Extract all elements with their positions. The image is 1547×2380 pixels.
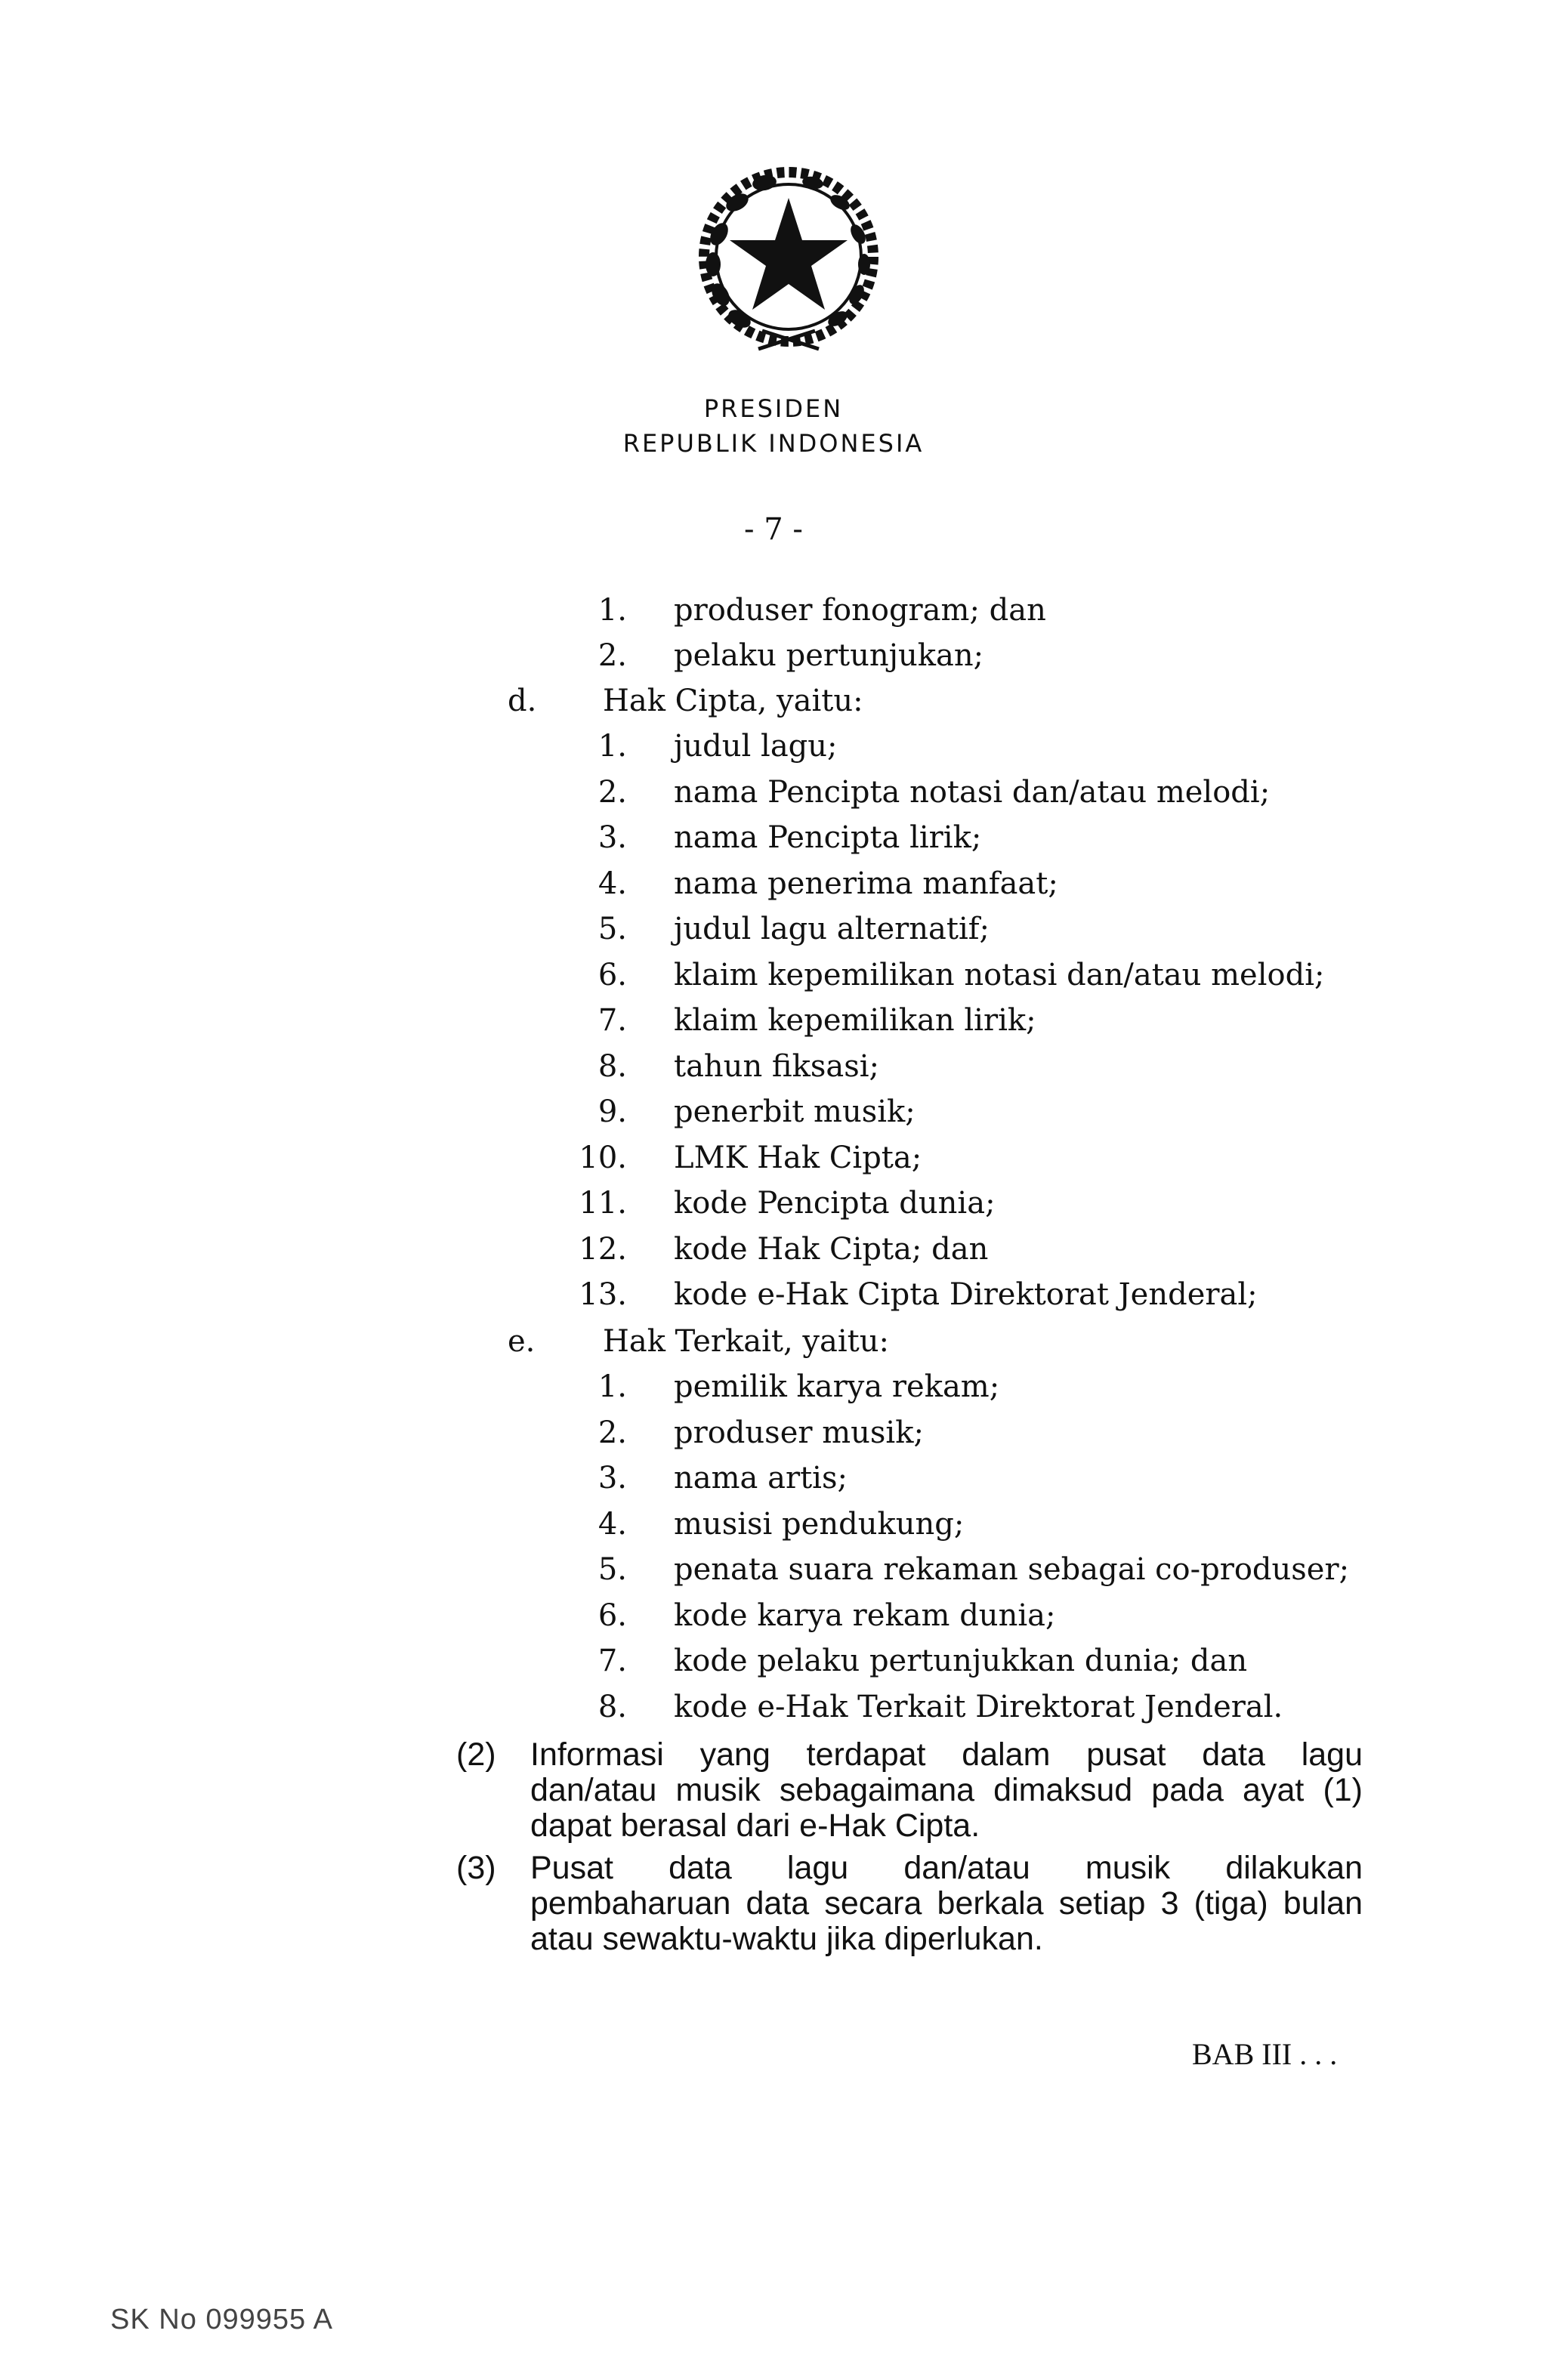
list-text: judul lagu; bbox=[674, 729, 838, 764]
list-number: 4. bbox=[597, 866, 627, 901]
paragraph-line: atau sewaktu-waktu jika diperlukan. bbox=[530, 1921, 1043, 1957]
list-number: 9. bbox=[597, 1094, 627, 1129]
list-text: kode e-Hak Terkait Direktorat Jenderal. bbox=[674, 1689, 1283, 1724]
list-number: 1. bbox=[597, 593, 627, 628]
list-number: 3. bbox=[597, 820, 627, 855]
presidential-emblem bbox=[683, 151, 894, 378]
list-text: klaim kepemilikan notasi dan/atau melodi; bbox=[674, 957, 1325, 992]
page-number: - 7 - bbox=[744, 512, 803, 547]
list-number: 2. bbox=[597, 638, 627, 673]
list-text: LMK Hak Cipta; bbox=[674, 1140, 922, 1175]
list-number: 13. bbox=[579, 1277, 627, 1312]
paragraph-line: dan/atau musik sebagaimana dimaksud pada ayat (1) bbox=[530, 1772, 1363, 1808]
list-number: 5. bbox=[597, 912, 627, 946]
star-wreath-icon bbox=[683, 151, 894, 378]
continuation-marker: BAB III . . . bbox=[1192, 2037, 1338, 2071]
list-text: kode karya rekam dunia; bbox=[674, 1597, 1056, 1633]
list-number: 11. bbox=[579, 1186, 627, 1221]
paragraph-number: (2) bbox=[456, 1736, 496, 1773]
paragraph-line: Informasi yang terdapat dalam pusat data lagu bbox=[530, 1736, 1363, 1773]
list-text: produser musik; bbox=[674, 1415, 924, 1450]
list-number: 5. bbox=[597, 1552, 627, 1587]
section-letter: e. bbox=[508, 1324, 536, 1359]
list-text: penata suara rekaman sebagai co-produser; bbox=[674, 1552, 1350, 1587]
list-text: produser fonogram; dan bbox=[674, 593, 1046, 628]
list-text: klaim kepemilikan lirik; bbox=[674, 1003, 1036, 1038]
list-number: 12. bbox=[579, 1231, 627, 1267]
list-number: 8. bbox=[597, 1689, 627, 1724]
paragraph-line: pembaharuan data secara berkala setiap 3 (tiga) bulan bbox=[530, 1885, 1363, 1922]
list-text: tahun fiksasi; bbox=[674, 1048, 880, 1084]
list-text: musisi pendukung; bbox=[674, 1506, 965, 1542]
list-number: 8. bbox=[597, 1048, 627, 1084]
list-text: nama Pencipta notasi dan/atau melodi; bbox=[674, 774, 1271, 810]
section-title: Hak Terkait, yaitu: bbox=[603, 1324, 889, 1359]
paragraph-line: dapat berasal dari e-Hak Cipta. bbox=[530, 1807, 980, 1844]
list-text: kode pelaku pertunjukkan dunia; dan bbox=[674, 1644, 1248, 1678]
list-number: 10. bbox=[579, 1140, 627, 1175]
list-text: nama Pencipta lirik; bbox=[674, 820, 982, 855]
list-number: 1. bbox=[597, 729, 627, 764]
institution-line-1: PRESIDEN bbox=[703, 394, 844, 423]
section-title: Hak Cipta, yaitu: bbox=[603, 684, 863, 718]
paragraph-number: (3) bbox=[456, 1850, 496, 1886]
list-number: 3. bbox=[597, 1461, 627, 1496]
section-letter: d. bbox=[508, 684, 537, 718]
list-text: kode Pencipta dunia; bbox=[674, 1186, 996, 1221]
list-text: nama penerima manfaat; bbox=[674, 866, 1058, 901]
list-text: penerbit musik; bbox=[674, 1094, 916, 1129]
list-number: 1. bbox=[597, 1369, 627, 1404]
list-number: 4. bbox=[597, 1506, 627, 1542]
document-code: SK No 099955 A bbox=[110, 2304, 333, 2335]
list-number: 6. bbox=[597, 957, 627, 992]
list-text: nama artis; bbox=[674, 1461, 848, 1496]
institution-line-2: REPUBLIK INDONESIA bbox=[622, 429, 925, 458]
list-number: 7. bbox=[597, 1003, 627, 1038]
list-text: kode Hak Cipta; dan bbox=[674, 1231, 989, 1267]
list-number: 6. bbox=[597, 1597, 627, 1633]
list-number: 2. bbox=[597, 1415, 627, 1450]
list-text: judul lagu alternatif; bbox=[674, 912, 990, 946]
list-text: kode e-Hak Cipta Direktorat Jenderal; bbox=[674, 1277, 1258, 1312]
list-number: 7. bbox=[597, 1644, 627, 1678]
list-text: pemilik karya rekam; bbox=[674, 1369, 1000, 1404]
paragraph-line: Pusat data lagu dan/atau musik dilakukan bbox=[530, 1850, 1363, 1886]
list-number: 2. bbox=[597, 774, 627, 810]
list-text: pelaku pertunjukan; bbox=[674, 638, 984, 673]
